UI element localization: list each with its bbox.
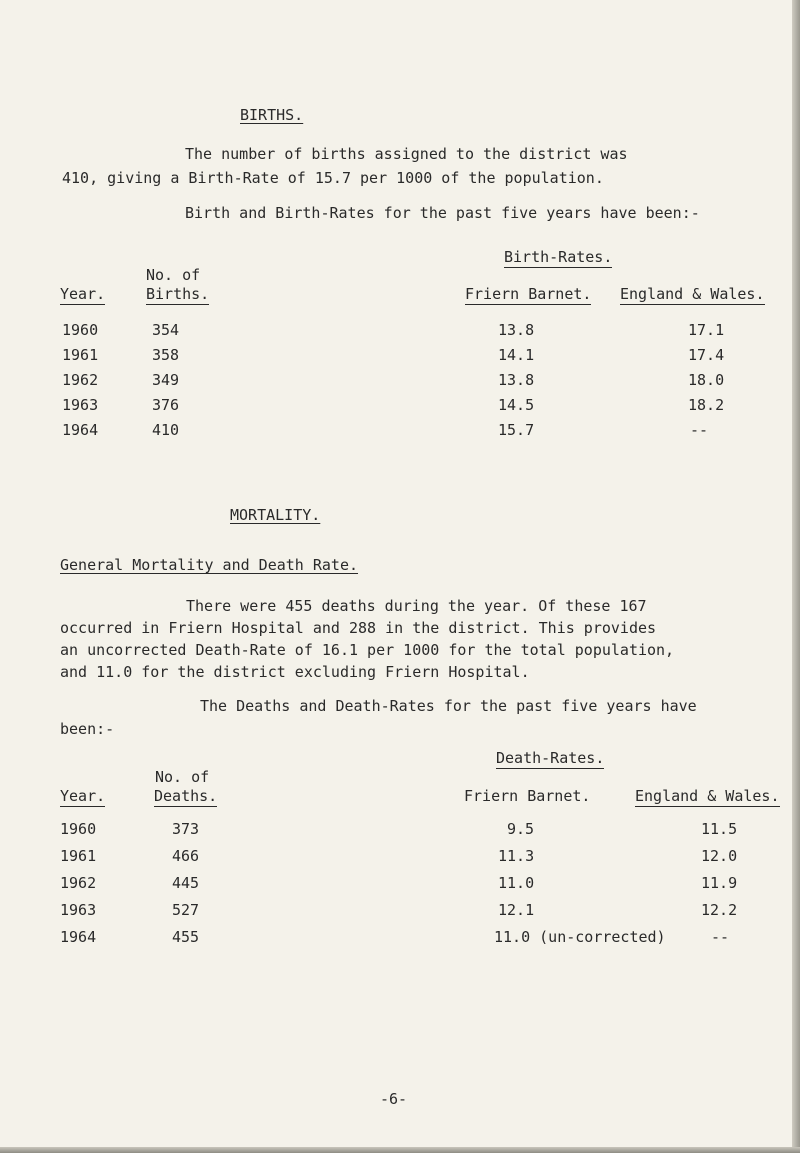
births-col-count-line-1: No. of <box>146 266 201 284</box>
year-cell: 1962 <box>62 371 99 389</box>
count-cell: 373 <box>172 820 200 838</box>
national-rate-cell: 18.2 <box>688 396 725 414</box>
national-rate-cell: 12.0 <box>701 847 738 865</box>
deaths-group-header: Death-Rates. <box>496 749 605 767</box>
page-edge-shadow <box>792 0 800 1153</box>
count-cell: 466 <box>172 847 200 865</box>
births-col-england-wales: England & Wales. <box>620 285 765 303</box>
mortality-paragraph-line-4: and 11.0 for the district excluding Friern Hospital. <box>60 663 530 681</box>
births-group-header: Birth-Rates. <box>504 248 613 266</box>
local-rate-cell: 13.8 <box>498 321 535 339</box>
local-rate-cell: 14.5 <box>498 396 535 414</box>
local-rate-cell: 11.0 (un-corrected) <box>494 928 666 946</box>
count-cell: 527 <box>172 901 200 919</box>
local-rate-cell: 13.8 <box>498 371 535 389</box>
count-cell: 376 <box>152 396 180 414</box>
national-rate-cell: -- <box>690 421 709 439</box>
mortality-intro-line-2: been:- <box>60 720 115 738</box>
births-paragraph-line-1: The number of births assigned to the district was <box>185 145 628 163</box>
count-cell: 354 <box>152 321 180 339</box>
births-col-count-line-2: Births. <box>146 285 210 303</box>
year-cell: 1962 <box>60 874 97 892</box>
mortality-paragraph-line-1: There were 455 deaths during the year. Of these 167 <box>186 597 647 615</box>
count-cell: 455 <box>172 928 200 946</box>
local-rate-cell: 9.5 <box>507 820 535 838</box>
births-paragraph-line-2: 410, giving a Birth-Rate of 15.7 per 1000 of the population. <box>62 169 604 187</box>
year-cell: 1961 <box>62 346 99 364</box>
deaths-col-count-line-2: Deaths. <box>154 787 218 805</box>
national-rate-cell: -- <box>711 928 730 946</box>
count-cell: 358 <box>152 346 180 364</box>
deaths-col-year: Year. <box>60 787 106 805</box>
year-cell: 1964 <box>60 928 97 946</box>
mortality-heading: MORTALITY. <box>230 506 321 524</box>
national-rate-cell: 11.9 <box>701 874 738 892</box>
births-col-friern-barnet: Friern Barnet. <box>465 285 592 303</box>
count-cell: 410 <box>152 421 180 439</box>
national-rate-cell: 17.1 <box>688 321 725 339</box>
mortality-intro-line-1: The Deaths and Death-Rates for the past five years have <box>200 697 697 715</box>
year-cell: 1961 <box>60 847 97 865</box>
year-cell: 1963 <box>62 396 99 414</box>
year-cell: 1960 <box>62 321 99 339</box>
local-rate-cell: 11.3 <box>498 847 535 865</box>
count-cell: 349 <box>152 371 180 389</box>
deaths-col-friern-barnet: Friern Barnet. <box>464 787 591 805</box>
births-heading: BIRTHS. <box>240 106 304 124</box>
national-rate-cell: 18.0 <box>688 371 725 389</box>
count-cell: 445 <box>172 874 200 892</box>
deaths-col-count-line-1: No. of <box>155 768 210 786</box>
mortality-paragraph-line-3: an uncorrected Death-Rate of 16.1 per 1000 for the total population, <box>60 641 675 659</box>
births-intro-line: Birth and Birth-Rates for the past five years have been:- <box>185 204 700 222</box>
page-bottom-edge <box>0 1147 800 1153</box>
year-cell: 1963 <box>60 901 97 919</box>
local-rate-cell: 15.7 <box>498 421 535 439</box>
national-rate-cell: 12.2 <box>701 901 738 919</box>
mortality-subheading: General Mortality and Death Rate. <box>60 556 359 574</box>
national-rate-cell: 11.5 <box>701 820 738 838</box>
year-cell: 1964 <box>62 421 99 439</box>
year-cell: 1960 <box>60 820 97 838</box>
national-rate-cell: 17.4 <box>688 346 725 364</box>
deaths-col-england-wales: England & Wales. <box>635 787 780 805</box>
local-rate-cell: 11.0 <box>498 874 535 892</box>
page-number: -6- <box>380 1090 408 1108</box>
births-col-year: Year. <box>60 285 106 303</box>
local-rate-cell: 14.1 <box>498 346 535 364</box>
mortality-paragraph-line-2: occurred in Friern Hospital and 288 in the district. This provides <box>60 619 657 637</box>
local-rate-cell: 12.1 <box>498 901 535 919</box>
